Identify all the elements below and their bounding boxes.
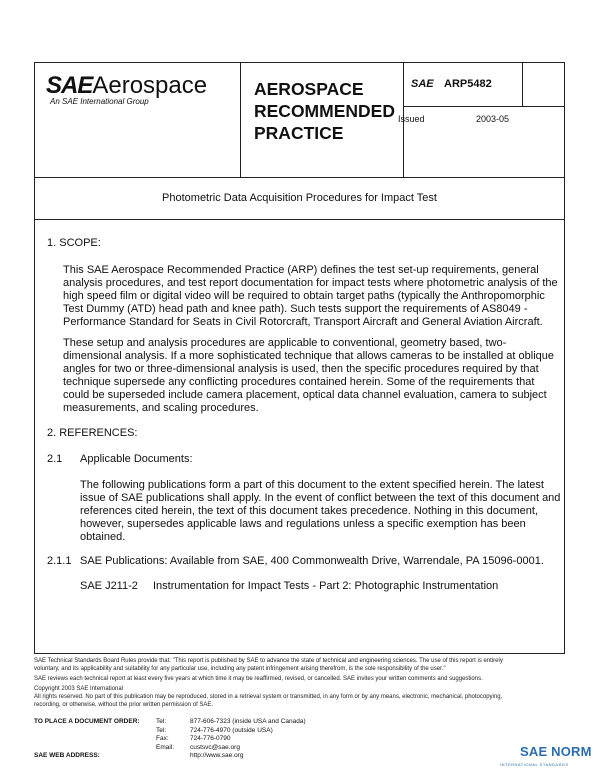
references-heading: 2. REFERENCES:: [47, 427, 138, 439]
header-bottom-line: [34, 177, 565, 178]
order-label: TO PLACE A DOCUMENT ORDER:: [34, 718, 140, 725]
header-hline-small: [403, 106, 565, 107]
sae-publications-number: 2.1.1: [47, 555, 72, 567]
header-divider-1: [240, 62, 241, 177]
document-number: ARP5482: [444, 78, 492, 90]
header-divider-3: [522, 62, 523, 106]
issued-label: Issued: [398, 114, 425, 124]
email-link[interactable]: custsvc@sae.org: [190, 743, 240, 751]
scope-paragraph-2: These setup and analysis procedures are applicable to conventional, geometry based, two- dimensional analysis. If a more sophisticated technique that allows cameras to be installed at oblique angles for two or three-dimensional analysis is used, then the specific procedures required by that technique supersede any conflicting procedures contained herein. Some of the requirements that could be superseded include camera placement, optical data channel evaluation, camera to subject measurements, and scaling procedures.: [63, 337, 554, 414]
scope-paragraph-1: This SAE Aerospace Recommended Practice (ARP) defines the test set-up requirements, general analysis procedures, and test report documentation for impact tests where photometric analysis of the high speed film or digital video will be required to obtain target paths (typically the Anthropomorphic Test Dummy (ATD) head path and knee path). Such tests support the requirements of AS8049 - Performance Standard for Seats in Civil Rotorcraft, Transport Aircraft and General Aviation Aircraft.: [63, 264, 558, 328]
document-title: Photometric Data Acquisition Procedures for Impact Test: [162, 192, 437, 204]
web-address-label: SAE WEB ADDRESS:: [34, 752, 100, 759]
sae-norm-logo: SAE NORM: [520, 744, 592, 759]
sae-small-logo: SAE: [411, 78, 434, 90]
document-type-title: AEROSPACE RECOMMENDED PRACTICE: [254, 79, 395, 143]
sae-aerospace-logo: SAEAerospace: [46, 72, 208, 99]
sae-norm-subtitle: INTERNATIONAL STANDARDS: [500, 762, 569, 767]
footer-notice: SAE Technical Standards Board Rules provide that: "This report is published by SAE to advance the state of technical and engineering sciences. The use of this report is entirely voluntary, and its applicability and suitability for any particular use, including any patent infringement arising therefrom, is the sole responsibility of the user." SAE reviews each technical report at least every five years at which time it may be reaffirmed, revised, or cancelled. SAE invites your written comments and suggestions. Copyright 2003 SAE International All rights reserved. No part of this publication may be reproduced, stored in a retrieval system or transmitted, in any form or by any means, electronic, mechanical, photocopying, recording, or otherwise, without the prior written permission of SAE.: [34, 658, 503, 708]
references-paragraph: The following publications form a part of this document to the extent specified herein. The latest issue of SAE publications shall apply. In the event of conflict between the text of this document and references cited herein, the text of this document takes precedence. Nothing in this document, however, supersedes applicable laws and regulations unless a specific exemption has been obtained.: [80, 479, 561, 543]
scope-heading: 1. SCOPE:: [47, 237, 101, 249]
contact-values: 877-606-7323 (inside USA and Canada) 724-776-4970 (outside USA) 724-776-0790 custsvc@sae.org: [190, 718, 306, 751]
sae-publications-text: SAE Publications: Available from SAE, 400 Commonwealth Drive, Warrendale, PA 15096-0001.: [80, 555, 544, 567]
web-address-link[interactable]: http://www.sae.org: [190, 752, 244, 759]
subsection-title: Applicable Documents:: [80, 453, 193, 465]
logo-tagline: An SAE International Group: [50, 97, 149, 106]
subsection-number: 2.1: [47, 453, 63, 465]
reference-doc-id: SAE J211-2: [80, 580, 138, 592]
title-bottom-line: [34, 219, 565, 220]
contact-labels: Tel: Tel: Fax: Email:: [156, 718, 175, 751]
issued-date: 2003-05: [476, 114, 510, 124]
reference-doc-title: Instrumentation for Impact Tests - Part 2: Photographic Instrumentation: [153, 580, 499, 592]
